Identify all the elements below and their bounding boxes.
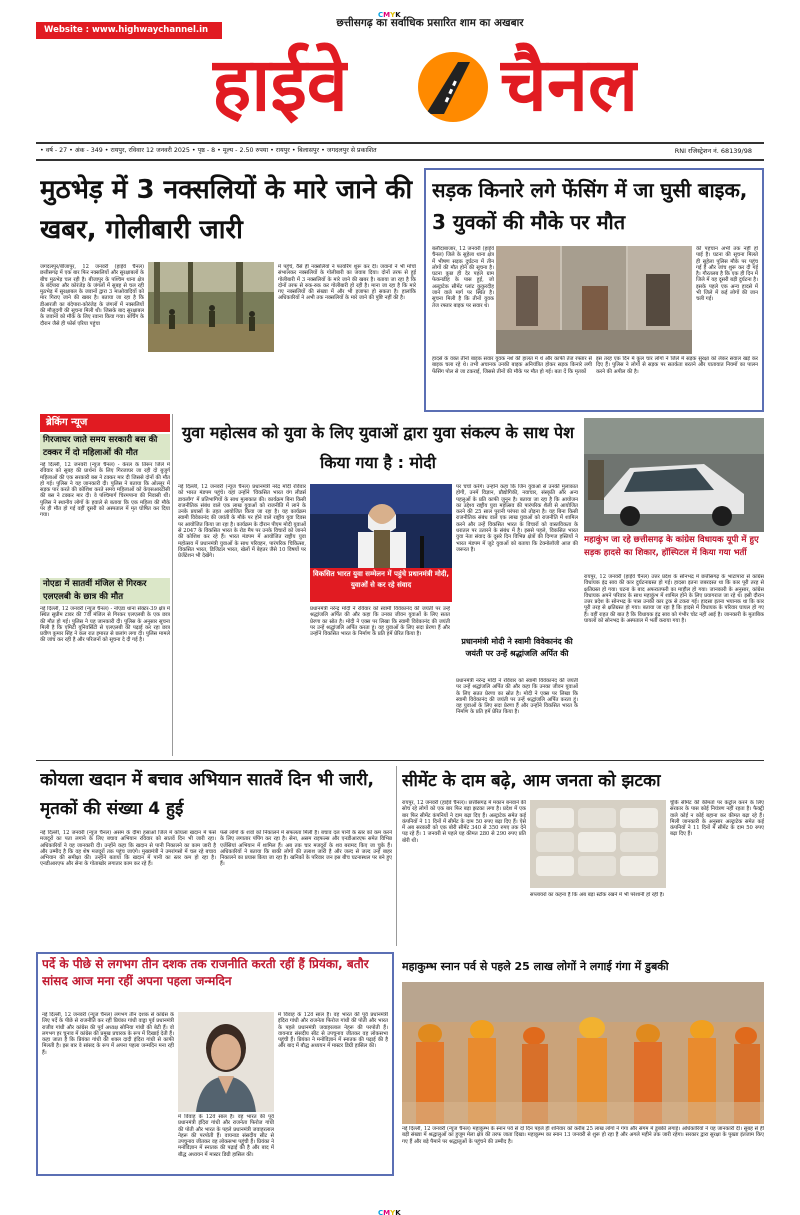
story3-headline[interactable]: युवा महोत्सव को युवा के लिए युवाओं द्वारा युवा संकल्प के साथ पेश किया गया है : मोदी [181,423,575,472]
story6-col1: रायपुर, 12 जनवरी (हाईवे चैनल)। छत्तीसगढ़ में मकान बनवाने की सोच रहे लोगों को एक बार फिर बड़ा झटका लगा है। प्रदेश में एक बार फिर सीमेंट कंपनियों ने दाम बढ़ा दिए हैं। अल्ट्राटेक समेत कई कंपनियों ने 11 दिनों में सीमेंट के दाम 50 रुपए बढ़ा दिए हैं। ऐसे में अब सरकारी को एक बोरी सीमेंट 340 से 350 रुपए तक देने पड़ रहे हैं। 1 जनवरी से पहले यह कीमत 280 से 290 रुपए प्रति बोरी थी। [402,800,526,844]
story6-bottom: सप्लायरों का कहना है कि अब बड़ा स्टॉक रखने में भी परेशानी हो रही है। [530,892,665,898]
dateline: • वर्ष - 27 • अंक - 349 • रायपुर, रविवार 12 जनवरी 2025 • पृष्ठ - 8 • मूल्य - 2.50 रुपया • रायपुर • बिलासपुर • जगदलपुर से प्रकाशित [40,147,377,154]
story1-col1: जगदलपुर/बीजापुर, 12 जनवरी (हाईवे चैनल) छत्तीसगढ़ में एक बार फिर नक्सलियों और सुरक्षाबलों के बीच मुठभेड़ चल रही है। बीजापुर के पश्चिम थाना क्षेत्र के बंदेपारा और कोरंजेड़ के जंगलों में सुबह से चल रही मुठभेड़ में सुरक्षाबल के जवानों द्वारा 3 माओवादियों को मार गिराए जाने की खबर है। बताया जा रहा है कि डीआरजी का बंदेपारा-कोरंजेड़ के जंगलों में नक्सलियों की मौजूदगी की सूचना मिली थी। जिसके बाद सुरक्षाबल के जवानों को मौके के लिए रवाना किया गया। सर्चिंग के दौरान जैसे ही फोर्स एरिया पहुंचा [40,264,144,327]
story7-headline[interactable]: पर्दे के पीछे से लगभग तीन दशक तक राजनीति करती रहीं हैं प्रियंका, बतौर सांसद आज मना रहीं अपना पहला जन्मदिन [42,957,369,988]
story1-col2: में पहुंचे, वैसे ही नक्सलियों ने फायरिंग शुरू कर दी। जवानों ने भी मोर्चा संभालकर नक्सलियों के गोलीबारी का जवाब दिया। दोनों तरफ से हुई गोलीबारी में 3 नक्सलियों के मारे जाने की खबर है। बताया जा रहा है कि दोनों तरफ से रुक-रुक कर गोलीबारी हो रही है। माना जा रहा है कि मारे गए नक्सलियों की संख्या में और भी इजाफा हो सकता है। हालांकि अधिकारियों ने अभी तक नक्सलियों के मारे जाने की पुष्टि नहीं की है। [278,264,416,302]
story3-caption: विकसित भारत युवा सम्मेलन में पहुंचे प्रधानमंत्री मोदी, युवाओं से कर रहे संवाद [310,568,452,602]
story6-col2: चूंकि सीमेंट की कीमतों पर कंट्रोल करने के लिए सरकार के पास कोई नियंत्रण नहीं रहता है। फैक्ट्री वाले कोई न कोई बहाना कर कीमत बढ़ा रहे हैं। मिली जानकारी के अनुसार अल्ट्राटेक समेत कई कंपनियों ने 11 दिनों में सीमेंट के दाम 50 रुपए बढ़ा दिए हैं। [670,800,764,838]
story1-photo [148,262,274,352]
cmyk-marks-bottom: CMYK [378,1209,401,1215]
title-left: हाईवे [212,42,348,128]
story7-photo [178,1012,274,1112]
story7-col2: में विवाह के 12वें साल हैं। वह भारत की पूर्व प्रधानमंत्री इंदिरा गांधी और राजनेता फिरोज गांधी की पोती और भारत के पहले प्रधानमंत्री जवाहरलाल नेहरू की परपोती हैं। वायनाड संसदीय सीट से उपचुनाव जीतकर वह लोकसभा पहुंची हैं। प्रियंका ने मनोविज्ञान में स्नातक की पढ़ाई की है और बाद में बौद्ध अध्ययन में मास्टर डिग्री हासिल की। [278,1012,388,1050]
story7-bottom: में विवाह के 12वें साल हैं। वह भारत की पूर्व प्रधानमंत्री इंदिरा गांधी और राजनेता फिरोज गांधी की पोती और भारत के पहले प्रधानमंत्री जवाहरलाल नेहरू की परपोती हैं। वायनाड संसदीय सीट से उपचुनाव जीतकर वह लोकसभा पहुंची हैं। प्रियंका ने मनोविज्ञान में स्नातक की पढ़ाई की है और बाद में बौद्ध अध्ययन में मास्टर डिग्री हासिल की। [178,1114,274,1158]
story2-bottom: हादसे के वक्त तीनों बाइक सवार युवक नशे की हालत में थे और काफी तेज रफ्तार से बाइक चला रहे थे। तभी अचानक उनकी बाइक अनियंत्रित होकर सड़क किनारे लगी फेंसिंग पोल से जा टकराई, जिससे तीनों की मौके पर मौत हो गई। बता दें कि मृतकों [432,356,592,375]
story4-text: रायपुर, 12 जनवरी (हाईवे चैनल) उत्तर प्रदेश के सोनभद्र में छत्तीसगढ़ के भाटापारा से कांग्रेस विधायक इंद्र साव की कार दुर्घटनाग्रस्त हो गई। हादसा इतना जबरदस्त था कि कार पूरी तरह से क्षतिग्रस्त हो गया। घटना के बाद अफरातफरी का माहौल हो गया। जानकारी के अनुसार, कांग्रेस विधायक अपने परिवार के साथ महाकुंभ में शामिल होने के लिए प्रयागराज जा रहे थे। इसी दौरान उत्तर प्रदेश के सोनभद्र के पास उनकी कार ट्रक से टकरा गई। हादसा इतना भयानक था कि कार पूरी तरह से क्षतिग्रस्त हो गया। बताया जा रहा है कि हादसे में विधायक के परिवार घायल हो गए हैं। वहीं राहत की बात है कि विधायक इंद्र साव को गंभीर चोट नहीं आई है। जानकारी के मुताबिक घायलों को सोनभद्र के अस्पताल में भर्ती कराया गया है। [584,574,764,625]
breaking-h1[interactable]: गिरजाघर जाते समय सरकारी बस की टक्कर में दो महिलाओं की मौत [40,434,170,460]
story6-headline[interactable]: सीमेंट के दाम बढ़े, आम जनता को झटका [402,771,661,791]
story3-bottom: प्रधानमंत्री नरेन्द्र मोदी ने रविवार को स्वामी विवेकानंद की जयंती पर उन्हें श्रद्धांजलि अर्पित की और कहा कि उनका जीवन युवाओं के लिए सतत प्रेरणा का स्रोत है। मोदी ने एक्स पर लिखा कि स्वामी विवेकानंद की जयंती पर उन्हें श्रद्धांजलि अर्पित करता हूं। वह युवाओं के लिए सदा प्रेरणा हैं और उन्होंने विकसित भारत के निर्माण के प्रति हमें प्रेरित किया है। [310,606,450,638]
story2-col2b: इस तरह एक दिन में कुल चार लोगों ने जिले में सड़क सुरक्षा को लेकर सवाल खड़े कर दिए हैं। पुलिस ने लोगों से सड़क पर सतर्कता बरतने और यातायात नियमों का पालन करने की अपील की है। [596,356,758,375]
story3-photo [310,484,452,568]
story8-photo [402,982,764,1124]
story5-headline[interactable]: कोयला खदान में बचाव अभियान सातवें दिन भी जारी, मृतकों की संख्या 4 हुई [40,770,375,819]
story3-bottom-right: प्रधानमंत्री नरेन्द्र मोदी ने रविवार को स्वामी विवेकानंद की जयंती पर उन्हें श्रद्धांजलि अर्पित की और कहा कि उनका जीवन युवाओं के लिए सतत प्रेरणा का स्रोत है। मोदी ने एक्स पर लिखा कि स्वामी विवेकानंद की जयंती पर उन्हें श्रद्धांजलि अर्पित करता हूं। वह युवाओं के लिए सदा प्रेरणा हैं और उन्होंने विकसित भारत के निर्माण के प्रति हमें प्रेरित किया है। [456,678,578,716]
tagline: छत्तीसगढ़ का सर्वाधिक प्रसारित शाम का अखबार [336,17,524,29]
story5-divider [396,766,397,946]
story2-col1: बलौदाबाजार, 12 जनवरी (हाईवे चैनल) जिले के सुहेला थाना क्षेत्र में भीषण सड़क दुर्घटना में तीन लोगों की मौत होने की सूचना है। घटना कुछ ही देर पहले ग्राम फेकनडीह के पास हुई, जो अल्ट्राटेक सीमेंट प्लांट कुकुरदीह जाने वाले मार्ग पर स्थित है। सूचना मिली है कि तीनों युवक तेज रफ्तार बाइक पर सवार थे। [432,246,494,309]
highway-road-logo-icon [418,52,488,122]
newspaper-title [200,38,640,134]
breaking-divider [172,414,173,756]
story5-col1: नई दिल्ली, 12 जनवरी (न्यूज चैनल) असम के दीमा हसाओ जिले में कोयला खदान में फंसे मजदूरों का पता लगाने के लिए बचाव अभियान रविवार को सातवें दिन भी जारी रहा। अधिकारियों ने यह जानकारी दी। उन्होंने कहा कि खदान से पानी निकालने का काम जारी है और उम्मीद है कि वह शेष मजदूरों तक पहुंच जाएंगे। मुख्यमंत्री ने उमरांगसो में चल रहे बचाव अभियान की समीक्षा की। उन्होंने बताया कि खदान में पानी का स्तर कम हो रहा है। एनडीआरएफ और सेना के गोताखोर लगातार काम कर रहे हैं। [40,830,216,868]
breaking-t2: नई दिल्ली, 12 जनवरी (न्यूज चैनल) - नोएडा थाना सेक्टर-39 क्षेत्र में स्थित सुप्रीम टावर की 7वीं मंजिल से गिरकर एलएलबी के एक छात्र की मौत हो गई। पुलिस ने यह जानकारी दी। पुलिस के अनुसार सूचना मिली है कि एमिटी यूनिवर्सिटी से एलएलबी की पढ़ाई कर रहा छात्र प्रवीण कुमार सिंह ने कल रात इमारत से छलांग लगा दी। पुलिस मामले की जांच कर रही है और परिजनों को सूचना दे दी गई है। [40,606,170,644]
story1-headline[interactable]: मुठभेड़ में 3 नक्सलियों के मारे जाने की खबर, गोलीबारी जारी [40,175,413,245]
story7-col1: नई दिल्ली, 12 जनवरी (न्यूज चैनल) लगभग तीन दशक से कांग्रेस के लिए पर्दे के पीछे से राजनीति कर रहीं प्रियंका गांधी वाड्रा पूर्व प्रधानमंत्री राजीव गांधी और कांग्रेस की पूर्व अध्यक्ष सोनिया गांधी की बेटी हैं। वो लगभग हर चुनाव में कांग्रेस की प्रमुख प्रचारक के रूप में दिखाई देती हैं। कहा जाता है कि प्रियंका गांधी की शक्ल दादी इंदिरा गांधी से काफी मिलती है। इस बार वे सांसद के रूप में अपना पहला जन्मदिन मना रही हैं। [42,1012,174,1056]
website-banner[interactable]: Website : www.highwaychannel.in [36,22,222,39]
breaking-h2[interactable]: नोएडा में सातवीं मंजिल से गिरकर एलएलबी के छात्र की मौत [40,578,170,604]
masthead-rule-top [36,142,764,144]
section-rule-1 [36,760,764,761]
story3-subhead[interactable]: प्रधानमंत्री मोदी ने स्वामी विवेकानंद की जयंती पर उन्हें श्रद्धांजलि अर्पित की [461,637,573,658]
breaking-t1: नई दिल्ली, 12 जनवरी (न्यूज चैनल) - केरल के तिरूर जिले में रविवार को सुबह की प्रार्थना के लिए गिरजाघर जा रही दो बुजुर्ग महिलाओं की एक सरकारी बस ने टक्कर मार दी जिससे दोनों की मौत हो गई। पुलिस ने यह जानकारी दी। पुलिस ने बताया कि ओल्लूर में सड़क पार करते की कोशिश करते समय महिलाओं को केएसआरटीसी की बस ने टक्कर मार दी। वे पश्चिमार्ग चिरमपाना की निवासी थीं। पुलिस ने स्थानीय लोगों के हवाले से बताया कि एक महिला की मौके पर ही मौत हो गई वहीं दूसरी को अस्पताल में मृत घोषित कर दिया गया। [40,462,170,519]
cmyk-marks-top: CMYK [378,11,401,19]
breaking-news-label: ब्रेकिंग न्यूज [40,414,170,432]
title-right: चैनल [500,42,639,128]
story6-photo [530,800,666,888]
story2-col2: की पहचान अभी तक नहीं हो पाई है। घटना की सूचना मिलते ही सुहेला पुलिस मौके पर पहुंच गई है और जांच शुरू कर दी गई है। गौरतलब है कि एक ही दिन में जिले में यह दूसरी बड़ी दुर्घटना है। इसके पहले एक अन्य हादसे में भी जिले में कई लोगों की जान चली गई। [696,246,758,303]
story2-photo [496,246,692,354]
story3-col2: पर चर्चा करेंगे। उन्होंने कहा कि जिन युवाओं से उनकी मुलाकात होगी, उनमें विज्ञान, प्रौद्योगिकी, नवाचार, संस्कृति और अन्य पहलुओं के प्रति काफी जुनून है। बताया जा रहा है कि आयोजन का उद्देश्य राष्ट्रीय युवा महोत्सव की पारंपरिक शैली से आयोजित करने की 25 साल पुरानी परंपरा को तोड़ना है। यह बिना किसी राजनीतिक संबंध वाले एक लाख युवाओं को राजनीति में शामिल करने और उन्हें विकसित भारत के विचारों को वास्तविकता के धरातल पर उतारने के संबंध में है। इससे पहले, विकसित भारत युवा नेता संवाद के दूसरे दिन विभिन्न क्षेत्रों की दिग्गज हस्तियों ने भारत मंडपम में जुटे युवाओं को बताया कि टेक्नोलॉजी आज की जरूरत है। [456,484,578,553]
masthead-rule-bottom [36,159,764,161]
story4-headline[interactable]: महाकुंभ जा रहे छत्तीसगढ़ के कांग्रेस विधायक यूपी में हुए सड़क हादसे का शिकार, हॉस्पिटल में किया गया भर्ती [584,535,759,558]
story8-headline[interactable]: महाकुम्भ स्नान पर्व से पहले 25 लाख लोगों ने लगाई गंगा में डुबकी [402,960,669,973]
rni-number: RNI रजिस्ट्रेशन नं. 68139/98 [674,147,752,155]
story3-col1: नई दिल्ली, 12 जनवरी (न्यूज चैनल) प्रधानमंत्री नरेंद्र मोदी रविवार को भारत मंडपम पहुंचे। यहां उन्होंने 'विकसित भारत यंग लीडर्स डायलॉग' में प्रतिभागियों के साथ मुलाकात की। कार्यक्रम बिना किसी राजनीतिक संबंध वाले एक लाख युवाओं को राजनीति में लाने के उनके प्रयासों के तहत आयोजित किया जा रहा है। यह कार्यक्रम स्वामी विवेकानंद की जयंती के मौके पर होने वाले राष्ट्रीय युवा दिवस पर आयोजित किया जा रहा है। कार्यक्रम के दौरान पीएम मोदी युवाओं से 2047 के विकसित भारत के रोड मैप पर उनके विचारों को जानने की कोशिश कर रहे हैं। भारत मंडपम में आयोजित राष्ट्रीय युवा महोत्सव में प्रधानमंत्री युवाओं के साथ परिवहन, पारंपरिक चिकित्सा, विकसित भारत, डिजिटल भारत, खेलों में बेहतर जैसे 10 विषयों पर प्रेजेंटेशन भी देखेंगे। [178,484,306,560]
story5-col2: फंसे लोगों के शवों को निकालने में सफलता मिली है। बचाव दल पानी के स्तर को कम करने के लिए लगातार पंपिंग कर रहा है। सेना, असम राइफल्स और एनडीआरएफ समेत विभिन्न एजेंसियां अभियान में शामिल हैं। अब तक चार मजदूरों के शव बरामद किए जा चुके हैं। अधिकारियों ने बताया कि बाकी लोगों की तलाश जारी है और जल्द से जल्द उन्हें बाहर निकालने का प्रयास किया जा रहा है। खनिकों के परिवार जन इस बीच घटनास्थल पर बने हुए हैं। [220,830,392,868]
story8-text: नई दिल्ली, 12 जनवरी (न्यूज चैनल) महाकुम्भ के स्नान पर्व से दो दिन पहले ही शनिवार को करीब 25 लाख लोगों ने गंगा और संगम में डुबकी लगाई। अधिकारियों ने यह जानकारी दी। सुबह से ही बड़ी संख्या में श्रद्धालुओं का हुजूम मेला क्षेत्र की तरफ जाता दिखा। महाकुम्भ का स्नान 13 जनवरी से शुरू हो रहा है और अगले महीने तक जारी रहेगा। सरकार द्वारा सुरक्षा के पुख्ता इंतजाम किए गए हैं और बड़े पैमाने पर श्रद्धालुओं के पहुंचने की उम्मीद है। [402,1126,764,1145]
story2-headline[interactable]: सड़क किनारे लगे फेंसिंग में जा घुसी बाइक, 3 युवकों की मौके पर मौत [432,178,748,234]
story4-photo [584,418,764,532]
